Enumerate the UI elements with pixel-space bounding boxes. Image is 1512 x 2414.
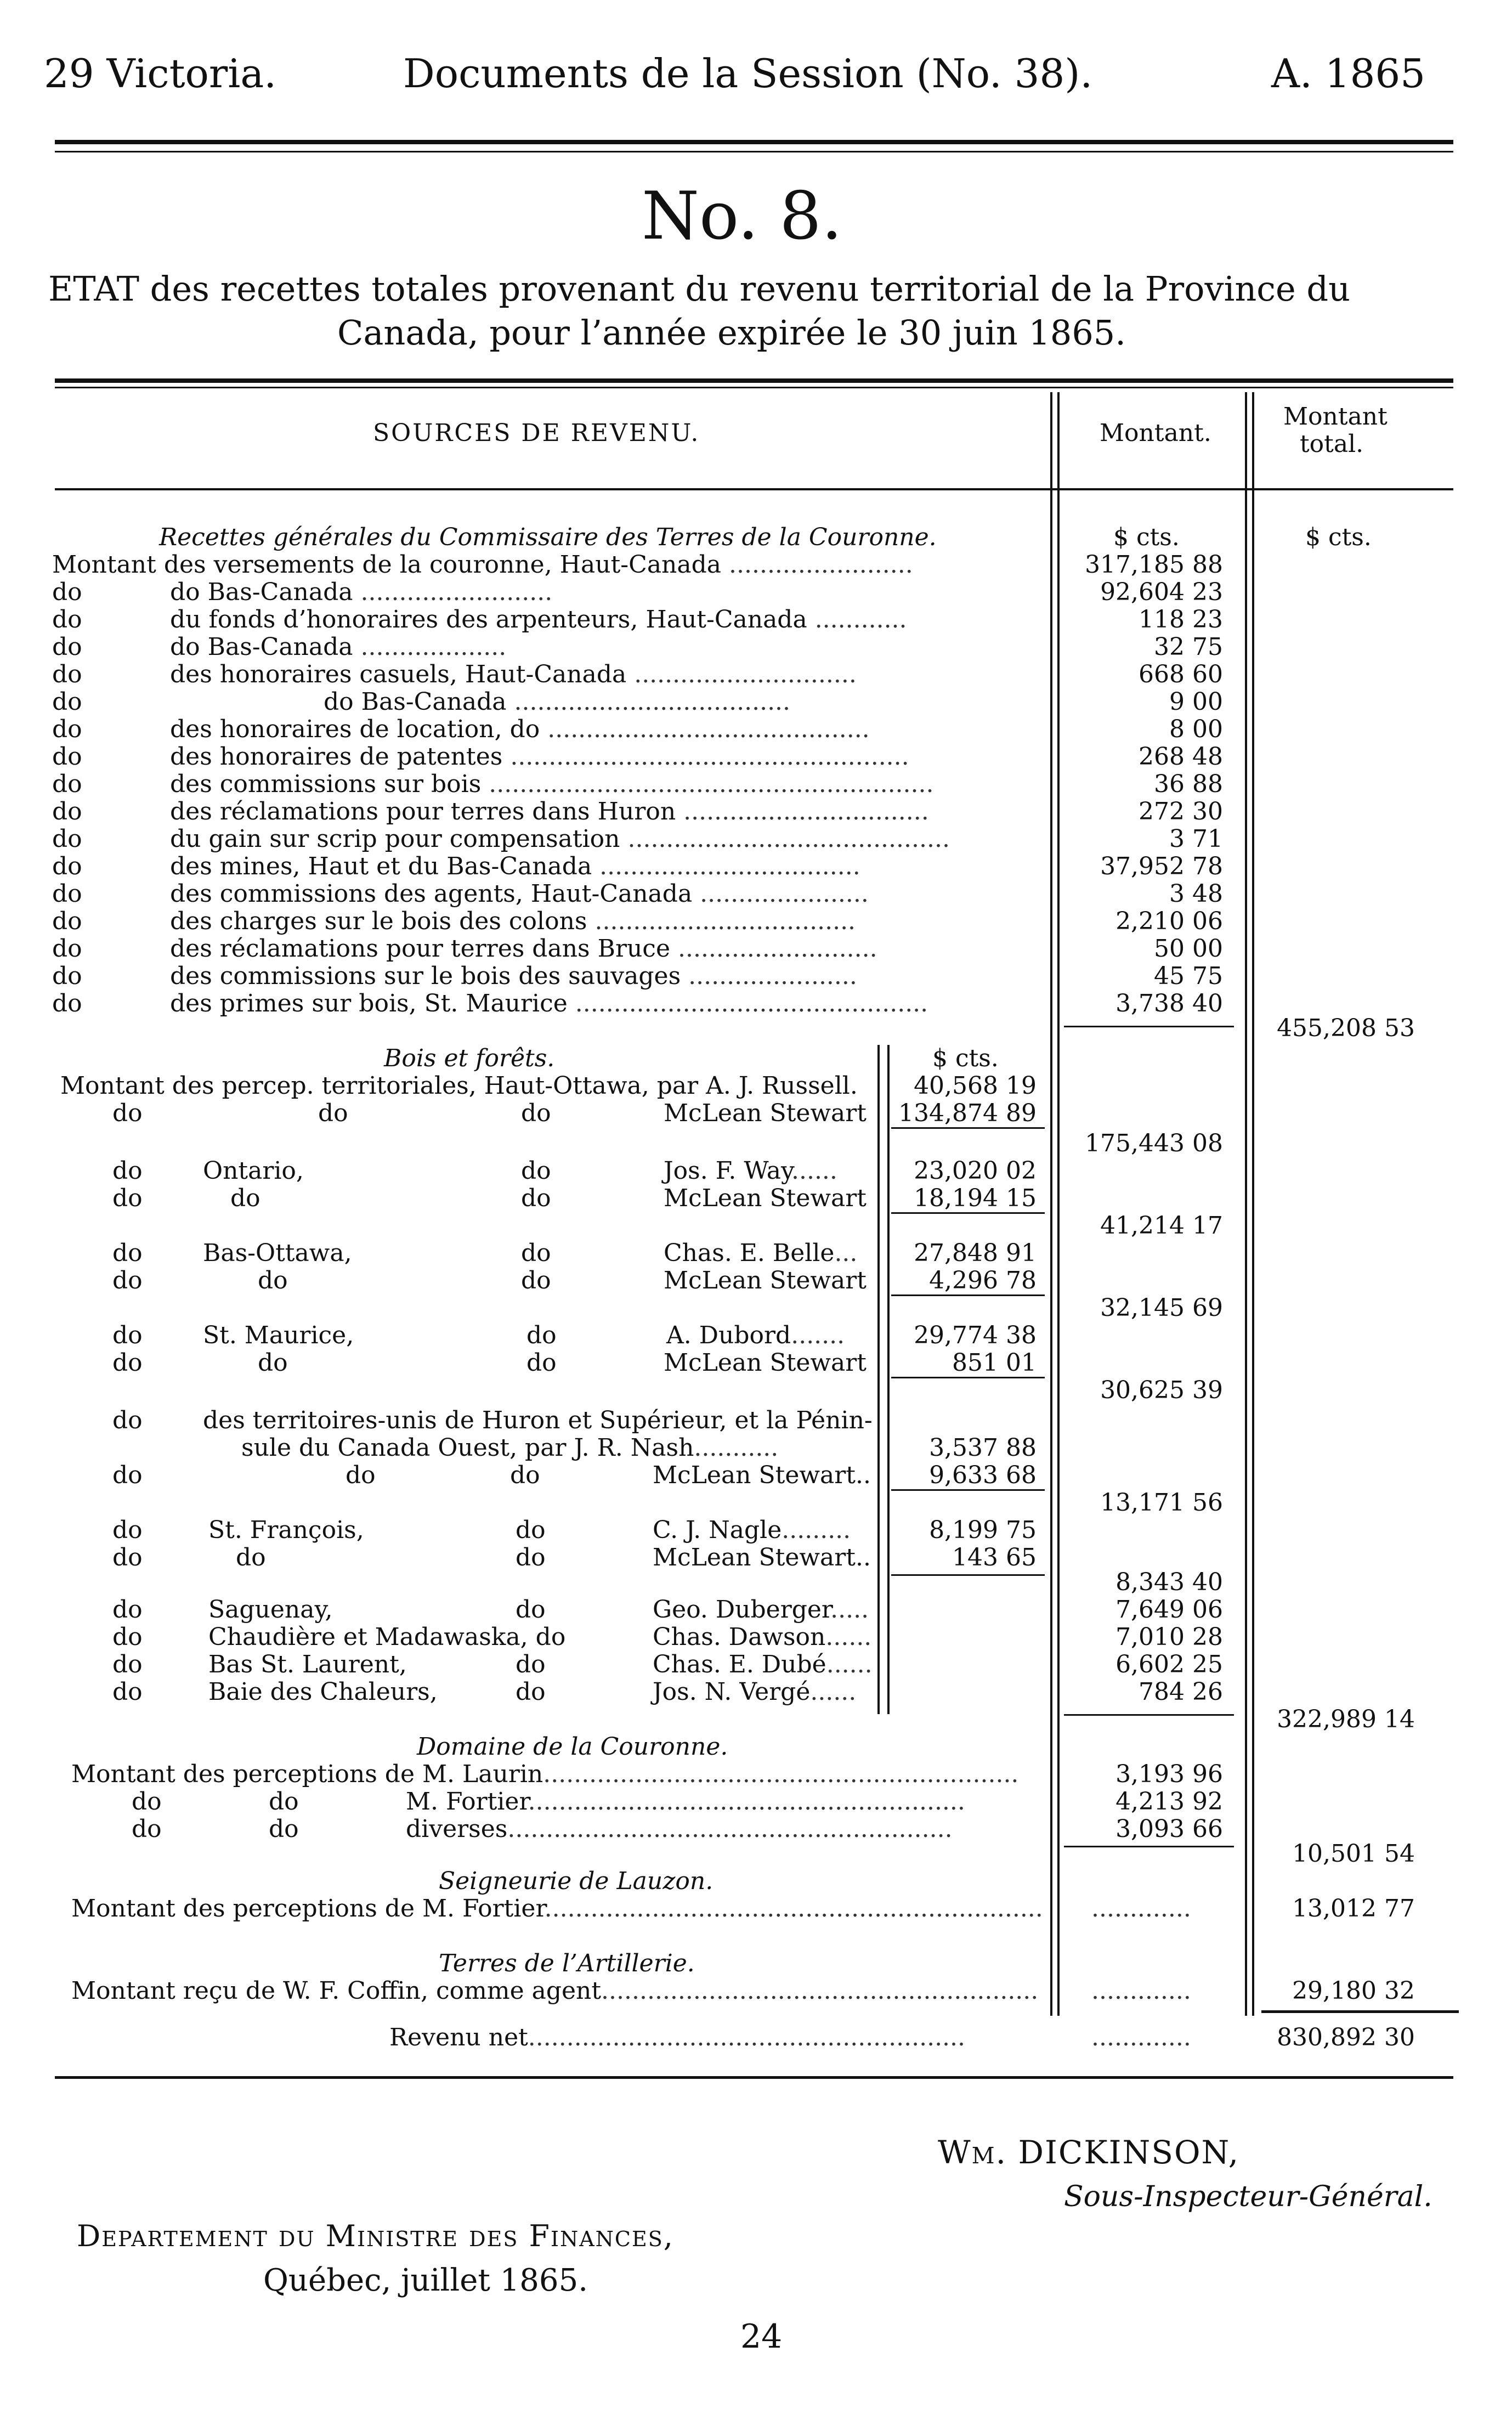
table-row: Montant des perceptions de M. Laurin.............................................................. [71,1760,1019,1788]
subtotal-value: 8,343 40 [1115,1568,1223,1596]
territory-desc-1: des territoires-unis de Huron et Supérieur, et la Pénin- [203,1406,873,1434]
subtotal-value: 7,010 28 [1115,1623,1223,1651]
table-row: do [112,1157,143,1185]
collector-name: McLean Stewart.. [653,1544,871,1571]
table-row: do [52,743,82,771]
net-revenue-total: 830,892 30 [1277,2023,1415,2051]
row-value: 32 75 [1154,633,1223,661]
col-header-total-2: total. [1300,430,1364,458]
collector-name: McLean Stewart [664,1099,867,1127]
col-do-1: do [346,1461,376,1489]
collector-name: McLean Stewart [664,1267,867,1294]
collector-name: C. J. Nagle......... [653,1516,851,1544]
detail-value: 29,774 38 [914,1321,1037,1349]
dot-leader: ............. [1091,1895,1191,1923]
collector-name: Geo. Duberger..... [653,1596,869,1624]
section-total-domaine: 10,501 54 [1292,1840,1415,1868]
header-session-center: Documents de la Session (No. 38). [403,50,1093,97]
subtotal-rule [1064,1026,1234,1027]
col-rule-detail-left [877,1045,880,1714]
table-row-desc: des honoraires casuels, Haut-Canada ............................. [170,660,857,688]
collector-name: McLean Stewart.. [653,1461,871,1489]
table-row: Montant des percep. territoriales, Haut-Ottawa, par A. J. Russell. [60,1072,858,1100]
col-do-2: do [516,1544,546,1571]
table-row: do [52,606,82,634]
currency-label-total: $ cts. [1305,523,1372,551]
table-row: do [52,880,82,908]
col-do-2: do [521,1157,551,1185]
doc-number: No. 8. [642,178,842,255]
section-total-recettes: 455,208 53 [1277,1014,1415,1042]
header-rule-thick [55,140,1453,144]
row-value: 317,185 88 [1085,551,1223,579]
title-line-1: ETAT des recettes totales provenant du revenu territorial de la Province du [48,269,1351,309]
table-row: do [52,715,82,743]
detail-value: 27,848 91 [914,1239,1037,1267]
col-rule-total-left [1245,392,1247,2016]
subtotal-rule [1064,1714,1234,1716]
table-row: do [52,633,82,661]
row-value: 272 30 [1139,798,1223,826]
row-value: 268 48 [1139,743,1223,771]
row-value: 3,093 66 [1115,1815,1223,1843]
detail-value: 18,194 15 [914,1184,1037,1212]
table-row-desc: du gain sur scrip pour compensation .......................................... [170,825,950,853]
table-row: do [112,1349,143,1377]
table-row-desc: des primes sur bois, St. Maurice .............................................. [170,990,928,1017]
col-do-2: do [516,1516,546,1544]
table-row-desc: des charges sur le bois des colons .................................. [170,907,856,935]
net-rule [1261,2010,1459,2013]
table-row: do [132,1815,162,1843]
detail-value: 143 65 [952,1544,1037,1571]
table-row: do [52,688,82,716]
row-value: 3 48 [1169,880,1223,908]
row-value: 3,193 96 [1115,1760,1223,1788]
row-value: 3,738 40 [1115,990,1223,1017]
table-row: do [52,852,82,880]
table-row: do [52,935,82,963]
collector-name: Chas. Dawson...... [653,1623,872,1651]
col-header-montant: Montant. [1100,419,1211,447]
table-row-desc: des commissions sur bois .......................................................... [170,770,934,798]
detail-value: 23,020 02 [914,1157,1037,1185]
col-do-1: do [258,1349,288,1377]
detail-value: 3,537 88 [929,1434,1037,1462]
table-row-desc: des honoraires de location, do .......................................... [170,715,870,743]
detail-value: 40,568 19 [914,1072,1037,1100]
table-row-desc: diverses.......................................................... [406,1815,953,1843]
table-row: do [52,990,82,1017]
collector-name: McLean Stewart [664,1184,867,1212]
table-row: do [112,1461,143,1489]
row-value: 92,604 23 [1100,578,1223,606]
col-do-2: do [516,1650,546,1678]
collector-name: McLean Stewart [664,1349,867,1377]
col-do-1: do [269,1788,299,1816]
table-row-desc: des commissions sur le bois des sauvages ...................... [170,962,857,990]
table-row: do [52,798,82,826]
col-do-2: do [526,1321,557,1349]
subtotal-rule [891,1489,1045,1491]
collector-name: Chas. E. Dubé...... [653,1650,873,1678]
table-row: do [52,660,82,688]
col-rule-detail-left-2 [887,1045,890,1714]
subtotal-value: 41,214 17 [1100,1212,1223,1240]
table-row: do [52,962,82,990]
row-value: 8 00 [1169,715,1223,743]
section-heading-domaine: Domaine de la Couronne. [417,1733,728,1761]
subtotal-rule [891,1212,1045,1214]
section-heading-recettes: Recettes générales du Commissaire des Terres de la Couronne. [159,523,937,551]
table-row-desc: du fonds d’honoraires des arpenteurs, Haut-Canada ............ [170,606,907,634]
table-row-desc: do Bas-Canada ......................... [170,578,553,606]
subtotal-rule [891,1574,1045,1576]
col-rule-montant-left [1050,392,1052,2016]
table-row: do [112,1544,143,1571]
agency-name: Baie des Chaleurs, [208,1678,438,1706]
col-do-1: do [230,1184,261,1212]
row-value: 37,952 78 [1100,852,1223,880]
table-row: do [112,1516,143,1544]
table-row-desc: M. Fortier......................................................... [406,1788,965,1816]
table-row-desc: do Bas-Canada ................... [170,633,507,661]
page-number: 24 [740,2317,783,2356]
header-session-right: A. 1865 [1271,50,1426,97]
subtotal-value: 13,171 56 [1100,1489,1223,1517]
net-revenue-label: Revenu net......................................................... [389,2023,966,2051]
place-date: Québec, juillet 1865. [263,2263,588,2298]
section-heading-artillerie: Terres de l’Artillerie. [439,1949,695,1977]
table-row: Montant des perceptions de M. Fortier................................................................. [71,1895,1043,1923]
detail-value: 4,296 78 [929,1267,1037,1294]
table-row: do [112,1678,143,1706]
agency-name: Bas-Ottawa, [203,1239,352,1267]
currency-label-detail: $ cts. [932,1044,999,1072]
subtotal-value: 784 26 [1139,1678,1223,1706]
subtotal-value: 32,145 69 [1100,1294,1223,1322]
collector-name: A. Dubord....... [666,1321,845,1349]
subtotal-value: 175,443 08 [1085,1129,1223,1157]
header-rule-thin [55,151,1453,152]
row-value: 3 71 [1169,825,1223,853]
subtotal-rule [891,1294,1045,1296]
row-value: 668 60 [1139,660,1223,688]
col-do-2: do [516,1678,546,1706]
agency-name: Bas St. Laurent, [208,1650,407,1678]
signature-name: Wm. DICKINSON, [938,2134,1240,2171]
table-row-desc: des honoraires de patentes .................................................... [170,743,909,771]
table-row: do [112,1406,143,1434]
section-heading-lauzon: Seigneurie de Lauzon. [439,1867,713,1895]
col-do-2: do [510,1461,540,1489]
section-heading-bois: Bois et forêts. [384,1044,555,1072]
table-header-rule [55,488,1453,490]
agency-name: Chaudière et Madawaska, do [208,1623,566,1651]
col-do-1: do [318,1099,348,1127]
table-row: do [112,1099,143,1127]
col-do-2: do [521,1184,551,1212]
table-row: do [112,1623,143,1651]
table-row: do [132,1788,162,1816]
col-do-2: do [521,1099,551,1127]
table-top-rule-thin [55,387,1453,388]
col-do-1: do [258,1267,288,1294]
territory-desc-2: sule du Canada Ouest, par J. R. Nash........... [241,1434,779,1462]
agency-name: St. François, [208,1516,364,1544]
row-value: 45 75 [1154,962,1223,990]
header-session-left: 29 Victoria. [44,50,277,97]
table-row: do [112,1267,143,1294]
detail-value: 9,633 68 [929,1461,1037,1489]
section-total-bois: 322,989 14 [1277,1705,1415,1733]
subtotal-value: 7,649 06 [1115,1596,1223,1624]
subtotal-rule [891,1127,1045,1129]
table-row: do [52,907,82,935]
signature-title: Sous-Inspecteur-Général. [1064,2180,1432,2213]
table-top-rule [55,378,1453,383]
table-row: do [112,1239,143,1267]
table-row: do [52,578,82,606]
col-header-sources: SOURCES DE REVENU. [373,419,700,447]
collector-name: Jos. N. Vergé...... [653,1678,857,1706]
agency-name: Saguenay, [208,1596,333,1624]
table-bottom-rule [55,2076,1453,2079]
col-do-2: do [521,1267,551,1294]
table-row: do [112,1184,143,1212]
subtotal-rule [1064,1846,1234,1847]
row-value: 118 23 [1139,606,1223,634]
detail-value: 8,199 75 [929,1516,1037,1544]
row-value: 36 88 [1154,770,1223,798]
col-header-total-1: Montant [1283,403,1388,431]
table-row: do [112,1650,143,1678]
table-row: do [52,825,82,853]
dot-leader: ............. [1091,1977,1191,2005]
subtotal-value: 30,625 39 [1100,1376,1223,1404]
col-do-2: do [516,1596,546,1624]
collector-name: Chas. E. Belle... [664,1239,858,1267]
row-value: 4,213 92 [1115,1788,1223,1816]
subtotal-rule [891,1377,1045,1378]
agency-name: Ontario, [203,1157,304,1185]
row-value: 2,210 06 [1115,907,1223,935]
table-row-desc: des réclamations pour terres dans Huron ................................ [170,798,929,826]
detail-value: 851 01 [952,1349,1037,1377]
table-row: do [112,1596,143,1624]
col-do-2: do [521,1239,551,1267]
col-do-1: do [236,1544,266,1571]
table-row: Montant des versements de la couronne, Haut-Canada ........................ [52,551,913,579]
department-name: Departement du Ministre des Finances, [77,2219,674,2253]
table-row-desc: do Bas-Canada .................................... [324,688,791,716]
section-total-artillerie: 29,180 32 [1292,1977,1415,2005]
row-value: 50 00 [1154,935,1223,963]
table-row: do [52,770,82,798]
section-total-lauzon: 13,012 77 [1292,1895,1415,1923]
subtotal-value: 6,602 25 [1115,1650,1223,1678]
table-row: do [112,1321,143,1349]
agency-name: St. Maurice, [203,1321,354,1349]
table-row-desc: des mines, Haut et du Bas-Canada .................................. [170,852,860,880]
table-row: Montant reçu de W. F. Coffin, comme agent......................................................... [71,1977,1039,2005]
dot-leader: ............. [1091,2023,1191,2051]
currency-label-montant: $ cts. [1113,523,1180,551]
title-line-2: Canada, pour l’année expirée le 30 juin 1865. [337,313,1126,353]
detail-value: 134,874 89 [898,1099,1037,1127]
col-do-2: do [526,1349,557,1377]
col-do-1: do [269,1815,299,1843]
col-rule-total-left-2 [1252,392,1254,2016]
row-value: 9 00 [1169,688,1223,716]
collector-name: Jos. F. Way...... [664,1157,837,1185]
table-row-desc: des réclamations pour terres dans Bruce .......................... [170,935,877,963]
table-row-desc: des commissions des agents, Haut-Canada ...................... [170,880,869,908]
